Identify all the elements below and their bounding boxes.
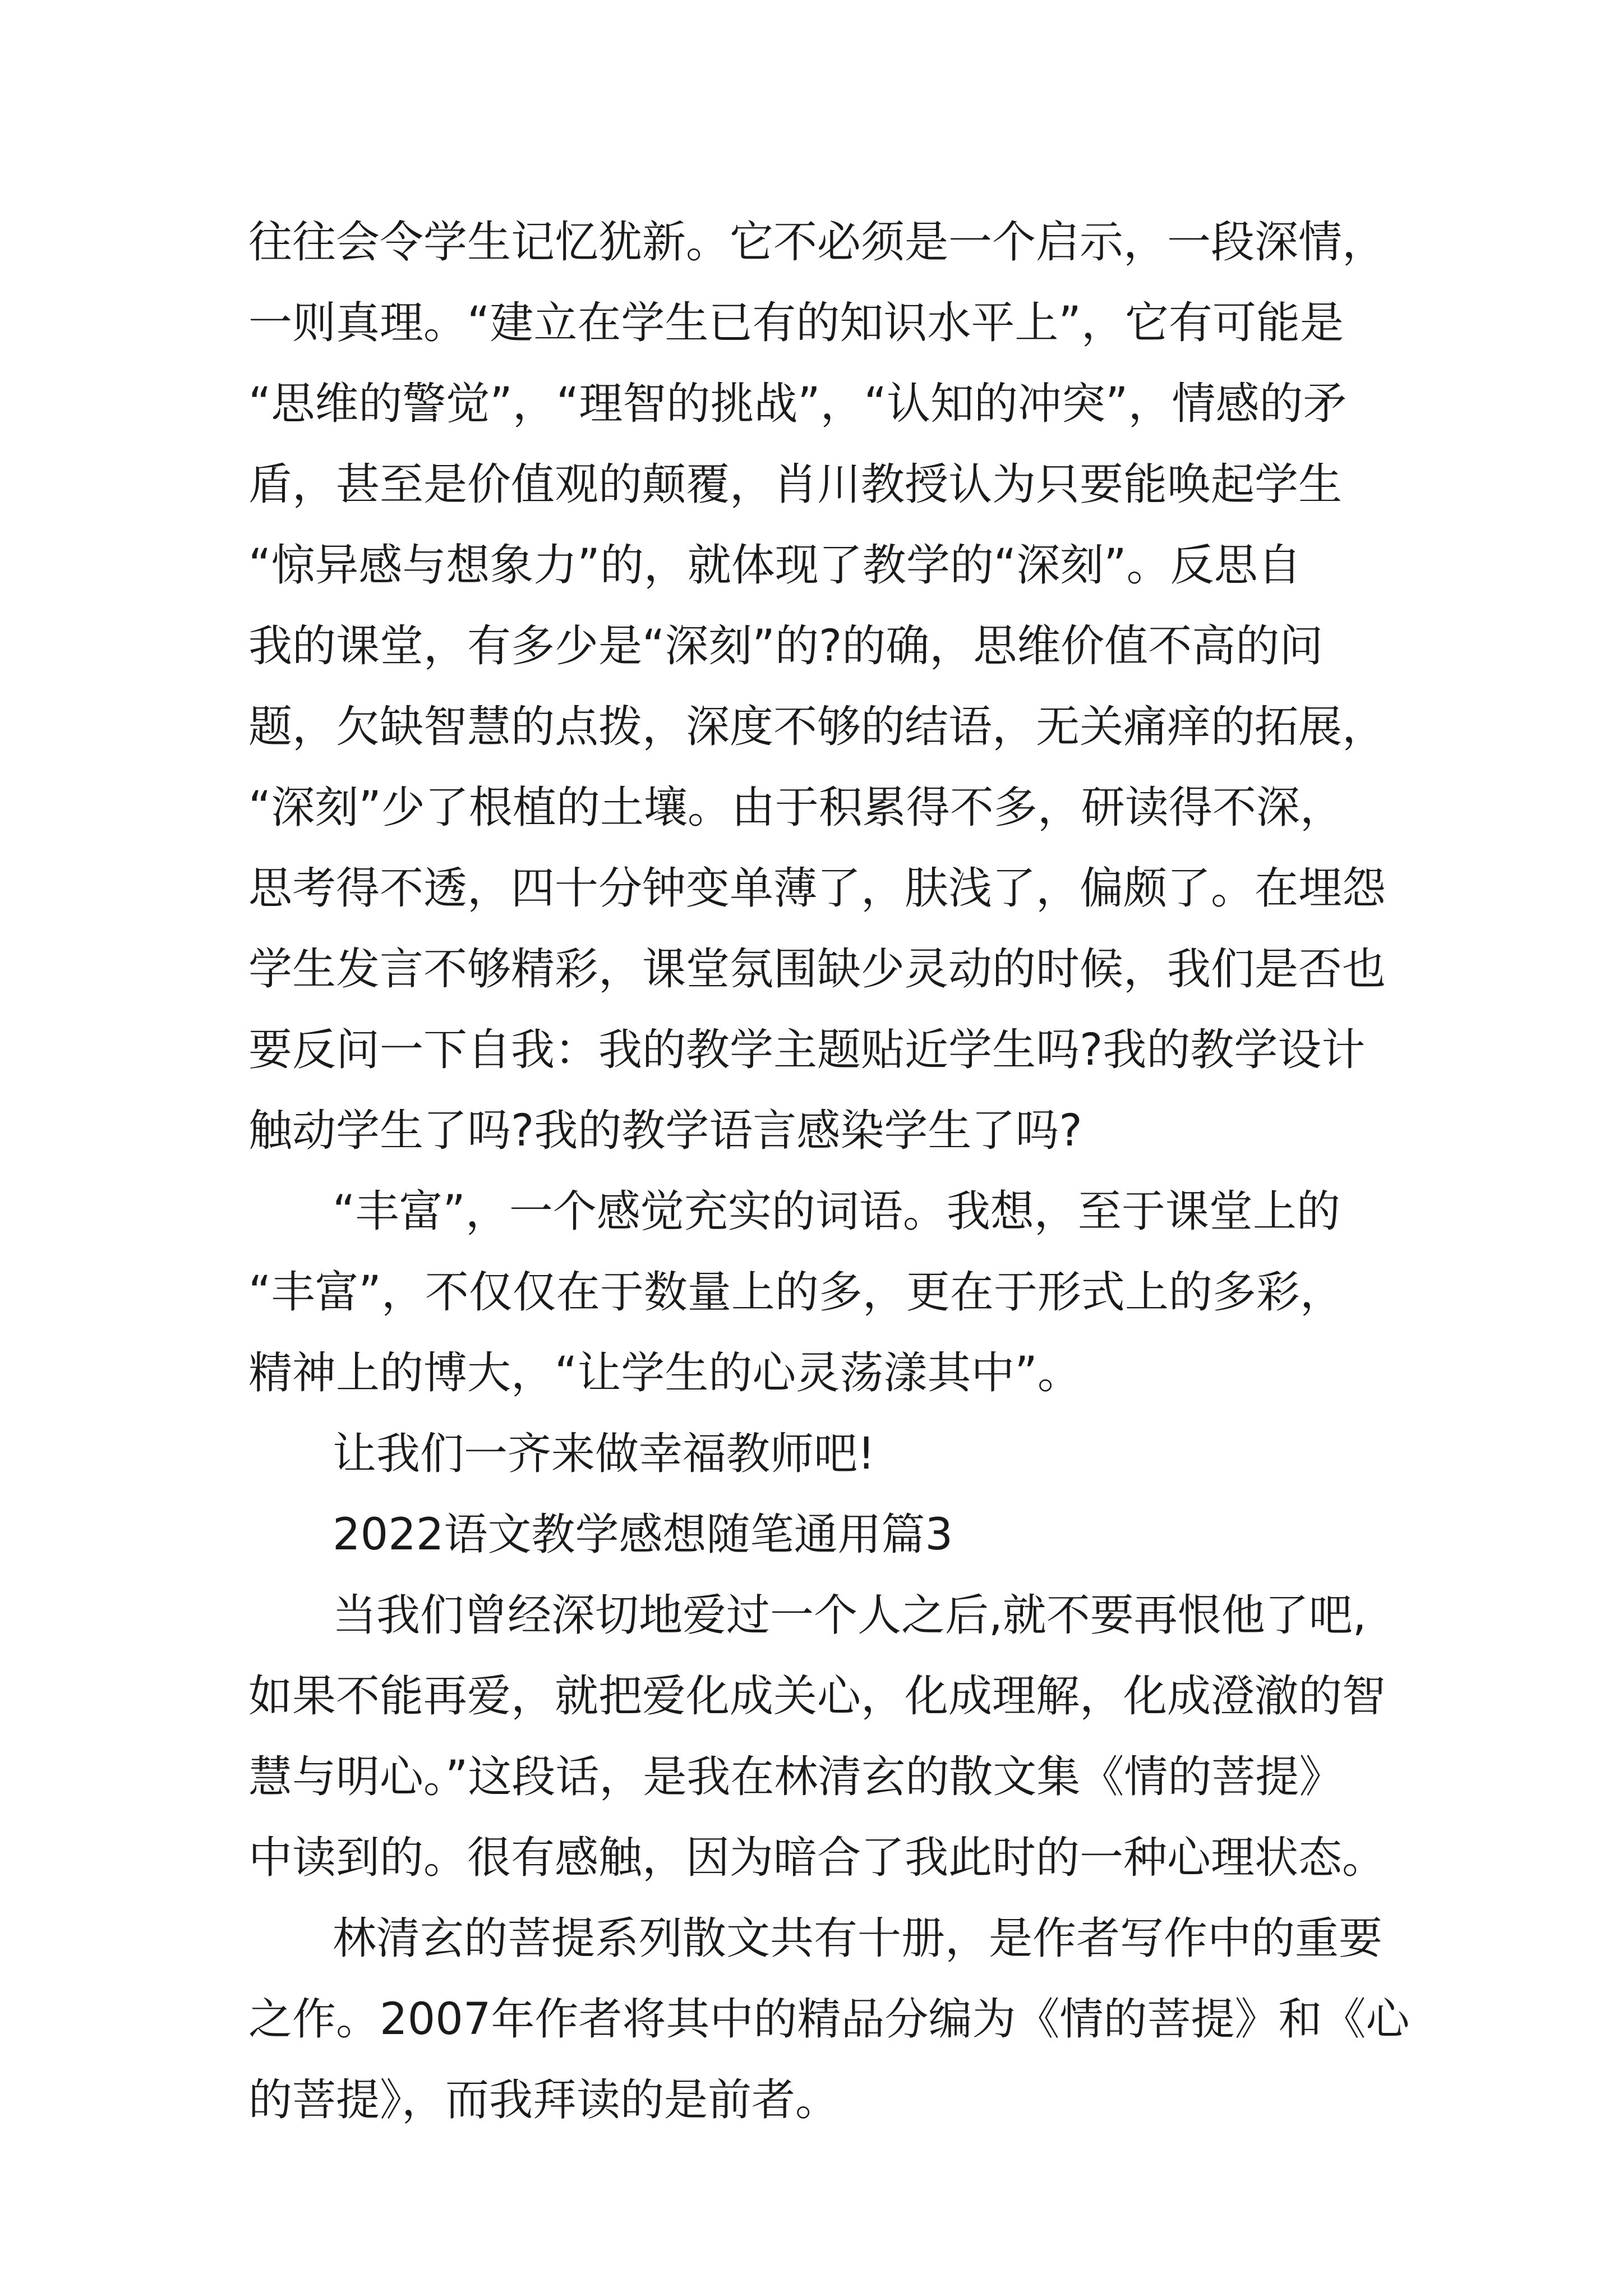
body-text-line: 触动学生了吗?我的教学语言感染学生了吗? (248, 1106, 1082, 1156)
body-text-line: 一则真理。“建立在学生已有的知识水平上”，它有可能是 (248, 298, 1344, 348)
body-text-line: 的菩提》，而我拜读的是前者。 (248, 2075, 840, 2125)
body-text-line: 精神上的博大，“让学生的心灵荡漾其中”。 (248, 1348, 1081, 1398)
body-text-line: “深刻”少了根植的土壤。由于积累得不多，研读得不深， (248, 783, 1344, 833)
body-text-line: “思维的警觉”，“理智的挑战”，“认知的冲突”，情感的矛 (248, 379, 1347, 429)
body-text-line: 我的课堂，有多少是“深刻”的?的确，思维价值不高的问 (248, 621, 1324, 671)
body-text-line: 中读到的。很有感触，因为暗合了我此时的一种心理状态。 (248, 1833, 1386, 1883)
body-text-line: 慧与明心。”这段话，是我在林清玄的散文集《情的菩提》 (248, 1752, 1343, 1802)
body-text-line: “惊异感与想象力”的，就体现了教学的“深刻”。反思自 (248, 540, 1302, 591)
paragraph-first-line: 让我们一齐来做幸福教师吧! (333, 1429, 875, 1479)
body-text-line: 思考得不透，四十分钟变单薄了，肤浅了，偏颇了。在埋怨 (248, 863, 1386, 914)
body-text-line: 盾，甚至是价值观的颠覆，肖川教授认为只要能唤起学生 (248, 459, 1343, 510)
body-text-line: 如果不能再爱，就把爱化成关心，化成理解，化成澄澈的智 (248, 1671, 1386, 1722)
body-text-line: 学生发言不够精彩，课堂氛围缺少灵动的时候，我们是否也 (248, 944, 1386, 995)
body-text-line: 题，欠缺智慧的点拨，深度不够的结语，无关痛痒的拓展， (248, 702, 1386, 752)
paragraph-first-line: “丰富”，一个感觉充实的词语。我想，至于课堂上的 (333, 1186, 1340, 1237)
paragraph-first-line: 当我们曾经深切地爱过一个人之后,就不要再恨他了吧, (333, 1590, 1367, 1641)
document-body (248, 202, 1410, 2141)
body-text-line: “丰富”，不仅仅在于数量上的多，更在于形式上的多彩， (248, 1267, 1344, 1318)
body-text-line: 往往会令学生记忆犹新。它不必须是一个启示，一段深情， (248, 217, 1386, 268)
body-text-line: 要反问一下自我：我的教学主题贴近学生吗?我的教学设计 (248, 1025, 1366, 1075)
paragraph-first-line: 林清玄的菩提系列散文共有十册，是作者写作中的重要 (333, 1913, 1383, 1964)
body-text-line: 之作。2007年作者将其中的精品分编为《情的菩提》和《心 (248, 1994, 1410, 2045)
section-heading: 2022语文教学感想随笔通用篇3 (333, 1510, 953, 1560)
